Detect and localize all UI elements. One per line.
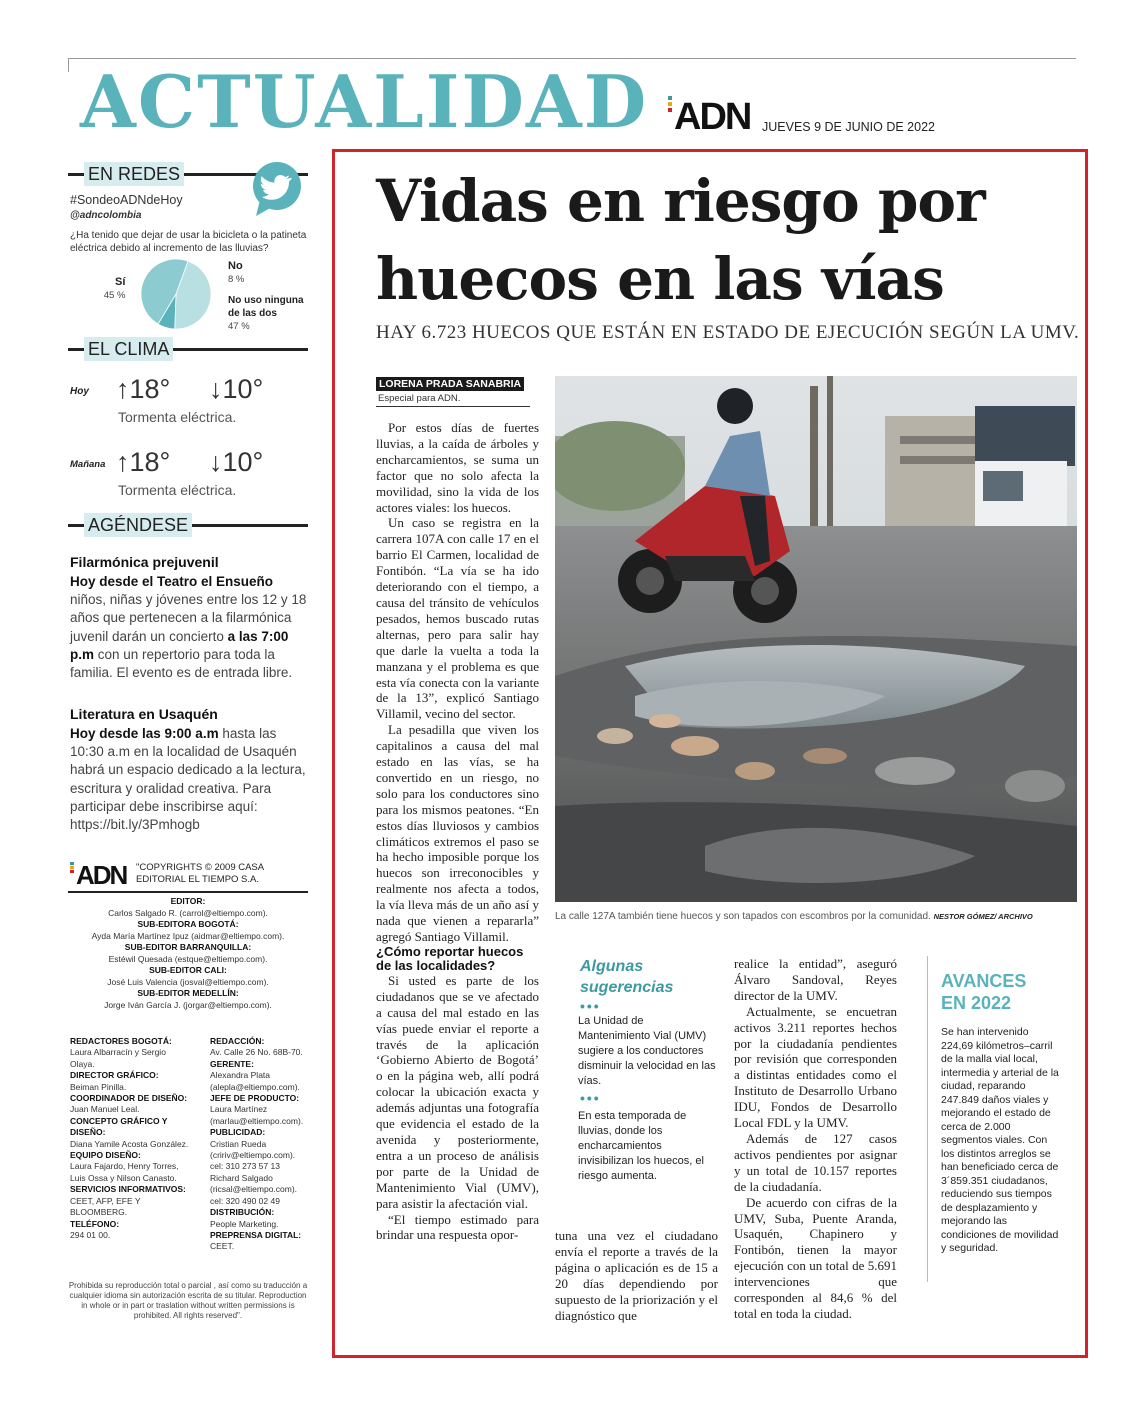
- event-time: a las 7:00 p.m: [70, 628, 289, 662]
- article-author-role: Especial para ADN.: [378, 393, 461, 404]
- credit-role: PUBLICIDAD:: [210, 1127, 266, 1138]
- staff-name: Carlos Salgado R. (carrol@eltiempo.com).: [108, 907, 268, 918]
- photo-credit: NESTOR GÓMEZ/ ARCHIVO: [933, 912, 1033, 921]
- clima-min-hoy: ↓10°: [209, 374, 264, 404]
- poll-value-no: 8 %: [228, 274, 245, 285]
- credit-name: Laura Fajardo, Henry Torres, Luis Ossa y Nilson Canasto.: [70, 1161, 179, 1183]
- article-paragraph: Un caso se registra en la carrera 107A con calle 17 en el barrio El Carmen, localidad de Fontibón. “La vía se ha ido deteriorando con el tiempo, a causa del tránsito de vehículos pesados, hemos buscado rutas alternas, pero para salir hay que darle la vuelta a toda la manzana y el problema es que esta vía conecta con la variante de la 13”, explicó Santiago Villamil, vecino del sector.: [376, 515, 539, 722]
- article-author: LORENA PRADA SANABRIA: [376, 377, 524, 391]
- credit-name: Alexandra Plata (alepla@eltiempo.com).: [210, 1070, 300, 1092]
- staff-name: José Luis Valencia (josval@eltiempo.com).: [107, 976, 269, 987]
- photo-caption: [555, 911, 1077, 922]
- poll-label-ninguna-text: No uso ninguna de las dos: [228, 295, 304, 319]
- bullet-dots-icon: •••: [580, 1090, 601, 1106]
- article-paragraph: La pesadilla que viven los capitalinos a causa del mal estado en las vías, se ha convertido en un riesgo, no solo para los conductores sino para los mismos peatones. “En estos días lluviosos y cambios climáticos extremos el paso se ha hecho imposible porque los huecos son irreconocibles y realmente nos afecta a todos, la vía lleva más de un año así y nada que vienen a repararla” agregó Santiago Villamil.: [376, 722, 539, 944]
- credit-name: Juan Manuel Leal.: [70, 1104, 140, 1115]
- event-text: hasta las 10:30 a.m en la localidad de Usaquén habrá un espacio dedicado a la lectura, escritura y oralidad creativa. Para participar debe inscribirse aquí: https://bit.ly/3Pmhogb: [70, 726, 306, 833]
- clima-max-hoy: ↑18°: [116, 374, 171, 404]
- article-paragraph: “El tiempo estimado para brindar una respuesta opor-: [376, 1211, 539, 1243]
- staff-role: SUB-EDITORA BOGOTÁ:: [137, 919, 239, 929]
- suggestions-title: Algunas sugerencias: [580, 958, 674, 996]
- credits-left: [70, 1036, 190, 1241]
- poll-label-si-text: Sí: [115, 276, 126, 288]
- article-deck: HAY 6.723 HUECOS QUE ESTÁN EN ESTADO DE EJECUCIÓN SEGÚN LA UMV.: [376, 322, 1080, 343]
- header-label: AGÉNDESE: [84, 513, 192, 537]
- event-tail: con un repertorio para toda la familia. El evento es de entrada libre.: [70, 646, 293, 681]
- staff-role: SUB-EDITOR MEDELLÍN:: [137, 988, 239, 998]
- legal-notice: Prohibida su reproducción total o parcial , así como su traducción a cualquier idioma sin autorización escrita de su titular. Reproduction in whole or in part or traslation without written permissions is prohibited. All rights reserved".: [68, 1281, 308, 1320]
- redes-handle: @adncolombia: [70, 210, 142, 221]
- event-title: Filarmónica prejuvenil: [70, 554, 219, 570]
- event-lead: Hoy desde las 9:00 a.m: [70, 726, 219, 741]
- redes-hashtag: #SondeoADNdeHoy: [70, 193, 183, 207]
- staff-name: Ayda María Martínez Ipuz (aidmar@eltiempo.com).: [91, 930, 285, 941]
- credit-role: SERVICIOS INFORMATIVOS:: [70, 1184, 186, 1195]
- article-paragraph: Además de 127 casos activos pendientes por asignar y un total de 10.157 reportes de la ciudadanía.: [734, 1130, 897, 1194]
- article-column-1: [376, 420, 539, 1243]
- adn-logo: [668, 96, 750, 136]
- credit-role: PREPRENSA DIGITAL:: [210, 1229, 302, 1240]
- staff-role: EDITOR:: [170, 896, 206, 906]
- credit-name: Av. Calle 26 No. 68B-70.: [210, 1047, 303, 1058]
- credit-name: CEET, AFP, EFE Y BLOOMBERG.: [70, 1195, 141, 1218]
- clima-max-manana: ↑18°: [116, 447, 171, 477]
- credit-role: JEFE DE PRODUCTO:: [210, 1093, 300, 1104]
- copyright-line: EDITORIAL EL TIEMPO S.A.: [136, 874, 260, 885]
- credit-name: Laura Martínez (marlau@eltiempo.com).: [210, 1104, 304, 1126]
- header-label: EN REDES: [84, 162, 184, 186]
- article-paragraph: Actualmente, se encuetran activos 3.211 reportes hechos por la ciudadanía pendientes por revisión que corresponden a distintas entidades como el Instituto de Desarrollo Urbano IDU, Fondos de Desarrollo Local FDL y la UMV.: [734, 1003, 897, 1131]
- poll-label-si: [103, 276, 126, 302]
- photo-caption-text: La calle 127A también tiene huecos y son tapados con escombros por la comunidad.: [555, 911, 931, 922]
- section-title: ACTUALIDAD: [80, 59, 649, 144]
- issue-date: JUEVES 9 DE JUNIO DE 2022: [762, 120, 935, 134]
- footer-rule: [68, 891, 308, 893]
- credits-right: [210, 1036, 310, 1253]
- event-text: niños, niñas y jóvenes entre los 12 y 18 años que pertenecen a la filarmónica juvenil darán un concierto: [70, 592, 307, 644]
- clima-desc-hoy: Tormenta eléctrica.: [118, 409, 237, 425]
- article-paragraph: Por estos días de fuertes lluvias, a la caída de árboles y encharcamientos, se suma un factor que no solo afecta la movilidad, sino la vida de los actores viales: los huecos.: [376, 420, 539, 515]
- credit-role: REDACTORES BOGOTÁ:: [70, 1036, 172, 1046]
- article-subhead: ¿Cómo reportar huecos de las localidades?: [376, 943, 524, 973]
- clima-min-manana: ↓10°: [209, 447, 264, 477]
- poll-question: ¿Ha tenido que dejar de usar la bicicleta o la patineta eléctrica debido al incremento de las lluvias?: [70, 230, 307, 254]
- avances-body: Se han intervenido 224,69 kilómetros–carril de la malla vial local, intermedia y arterial de la ciudad, reparando 247.849 daños viales y mejorando el estado de cerca de 2.000 segmentos viales. Con los distintos arreglos se han beneficiado cerca de 3´859.351 ciudadanos, reduciendo sus tiempos de desplazamiento y mejorando las condiciones de movilidad y seguridad.: [941, 1026, 1059, 1254]
- article-column-3: [734, 956, 897, 1322]
- article-headline: Vidas en riesgo por huecos en las vías: [376, 167, 985, 313]
- header-label: EL CLIMA: [84, 337, 173, 361]
- credit-role: TELÉFONO:: [70, 1218, 120, 1229]
- poll-pie-chart: [140, 258, 212, 330]
- adn-logo-text: ADN: [674, 96, 751, 138]
- avances-title: AVANCES EN 2022: [941, 971, 1027, 1013]
- poll-label-no: [228, 260, 244, 286]
- event-body: [70, 725, 310, 834]
- credit-role: COORDINADOR DE DISEÑO:: [70, 1093, 188, 1104]
- credit-role: DISTRIBUCIÓN:: [210, 1207, 275, 1218]
- article-paragraph: Si usted es parte de los ciudadanos que se ve afectado a causa del mal estado en las vías puede enviar el reporte a través de la aplicación ‘Gobierno Abierto de Bogotá’ o en la página web, allí podrá colocar la ubicación exacta y además adjuntas una fotografía que evidencia el estado de la avenida y posteriormente, entra a un proceso de análisis por parte de la Unidad de Mantenimiento Vial (UMV), para asistir la afectación vial.: [376, 972, 539, 1211]
- clima-day-manana: Mañana: [70, 459, 106, 470]
- credit-name: Beiman Pinilla.: [70, 1081, 127, 1092]
- credit-name: Laura Albarracín y Sergio Olaya.: [70, 1047, 166, 1069]
- poll-value-ninguna: 47 %: [228, 321, 250, 332]
- suggestion-item: En esta temporada de lluvias, donde los encharcamientos invisibilizan los huecos, el riesgo aumenta.: [578, 1110, 704, 1182]
- article-paragraph: De acuerdo con cifras de la UMV, Suba, Puente Aranda, Usaquén, Chapinero y Fontibón, tienen la mayor ejecución con un total de 5.691 intervenciones que corresponden al 84,6 % del total en toda la ciudad.: [734, 1194, 897, 1321]
- credit-name: Diana Yamile Acosta González.: [70, 1138, 189, 1149]
- credit-name: CEET.: [210, 1241, 235, 1252]
- clima-desc-manana: Tormenta eléctrica.: [118, 482, 237, 498]
- credit-role: REDACCIÓN:: [210, 1036, 265, 1046]
- staff-name: Jorge Iván García J. (jorgar@eltiempo.com).: [104, 999, 272, 1010]
- poll-label-no-text: No: [228, 260, 243, 272]
- bullet-dots-icon: •••: [580, 998, 601, 1014]
- poll-label-ninguna: [228, 295, 308, 333]
- staff-name: Estéwil Quesada (estque@eltiempo.com).: [108, 953, 268, 964]
- article-photo: [555, 376, 1077, 902]
- credit-name: People Marketing.: [210, 1218, 279, 1229]
- credit-name: Cristian Rueda (cririv@eltiempo.com). cel: 310 273 57 13 Richard Salgado (ricsal@eltiempo.com). cel: 320 490 02 49: [210, 1138, 298, 1206]
- footer-logo-text: ADN: [76, 860, 127, 890]
- event-body: [70, 573, 310, 682]
- poll-value-si: 45 %: [103, 290, 126, 301]
- credit-role: DIRECTOR GRÁFICO:: [70, 1070, 159, 1081]
- credit-role: CONCEPTO GRÁFICO Y DISEÑO:: [70, 1115, 168, 1138]
- staff-role: SUB-EDITOR CALI:: [149, 965, 227, 975]
- staff-list: [68, 896, 308, 1011]
- clima-day-hoy: Hoy: [70, 386, 89, 397]
- twitter-icon: [250, 160, 304, 218]
- article-column-2: [555, 1228, 718, 1323]
- event-title: Literatura en Usaquén: [70, 706, 218, 722]
- article-paragraph: tuna una vez el ciudadano envía el reporte a través de la página o aplicación es de 15 a 20 días dependiendo por supuesto de la priorización y el diagnóstico que: [555, 1228, 718, 1323]
- top-rule-tick: [68, 58, 69, 72]
- footer-adn-logo: [70, 862, 126, 888]
- clima-header: [68, 337, 308, 361]
- event-lead: Hoy desde el Teatro el Ensueño: [70, 574, 274, 589]
- byline-rule: [376, 406, 530, 407]
- staff-role: SUB-EDITOR BARRANQUILLA:: [124, 942, 252, 952]
- suggestion-item: La Unidad de Mantenimiento Vial (UMV) sugiere a los conductores disminuir la velocidad en las vías.: [578, 1015, 716, 1087]
- logo-dots-icon: [70, 862, 74, 874]
- credit-name: 294 01 00.: [70, 1229, 111, 1240]
- logo-dots-icon: [668, 96, 672, 114]
- credit-role: EQUIPO DISEÑO:: [70, 1150, 141, 1161]
- agenda-header: [68, 513, 308, 537]
- copyright-line: "COPYRIGHTS © 2009 CASA: [136, 862, 265, 873]
- copyright-text: [136, 862, 264, 886]
- credit-role: GERENTE:: [210, 1058, 254, 1069]
- article-paragraph: realice la entidad”, aseguró Álvaro Sandoval, Reyes director de la UMV.: [734, 956, 897, 1003]
